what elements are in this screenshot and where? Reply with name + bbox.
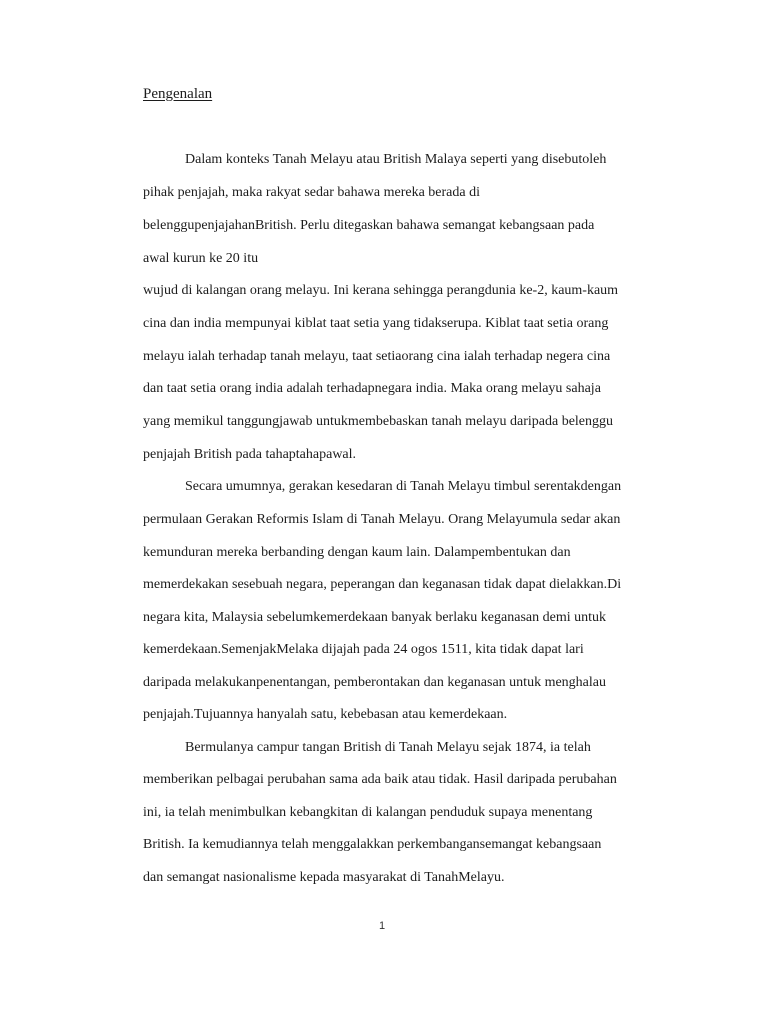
text-line: dan semangat nasionalisme kepada masyarakat di TanahMelayu. [143, 870, 505, 885]
text-line: dan taat setia orang india adalah terhadapnegara india. Maka orang melayu sahaja [143, 381, 601, 396]
text-line: ini, ia telah menimbulkan kebangkitan di kalangan penduduk supaya menentang [143, 805, 593, 820]
text-line: Secara umumnya, gerakan kesedaran di Tanah Melayu timbul serentakdengan [185, 479, 622, 494]
text-line: negara kita, Malaysia sebelumkemerdekaan banyak berlaku keganasan demi untuk [143, 610, 606, 625]
text-line: melayu ialah terhadap tanah melayu, taat setiaorang cina ialah terhadap negera cina [143, 349, 611, 364]
page-heading: Pengenalan [143, 86, 213, 102]
text-line: kemerdekaan.SemenjakMelaka dijajah pada 24 ogos 1511, kita tidak dapat lari [143, 642, 584, 657]
text-line: Dalam konteks Tanah Melayu atau British Malaya seperti yang disebutoleh [185, 152, 607, 167]
page-number: 1 [379, 920, 386, 932]
text-line: penjajah.Tujuannya hanyalah satu, kebebasan atau kemerdekaan. [143, 707, 508, 722]
text-line: wujud di kalangan orang melayu. Ini kerana sehingga perangdunia ke-2, kaum-kaum [143, 283, 619, 298]
text-line: pihak penjajah, maka rakyat sedar bahawa mereka berada di [143, 185, 480, 200]
text-line: memberikan pelbagai perubahan sama ada baik atau tidak. Hasil daripada perubahan [143, 772, 617, 787]
text-line: cina dan india mempunyai kiblat taat setia yang tidakserupa. Kiblat taat setia orang [143, 316, 609, 331]
text-line: Bermulanya campur tangan British di Tanah Melayu sejak 1874, ia telah [185, 740, 591, 755]
text-line: kemunduran mereka berbanding dengan kaum lain. Dalampembentukan dan [143, 545, 571, 560]
text-line: daripada melakukanpenentangan, pemberontakan dan keganasan untuk menghalau [143, 675, 606, 690]
text-line: awal kurun ke 20 itu [143, 251, 259, 266]
text-line: memerdekakan sesebuah negara, peperangan dan keganasan tidak dapat dielakkan.Di [143, 577, 622, 592]
text-line: penjajah British pada tahaptahapawal. [143, 447, 357, 462]
text-line: belenggupenjajahanBritish. Perlu ditegaskan bahawa semangat kebangsaan pada [143, 218, 595, 233]
text-line: permulaan Gerakan Reformis Islam di Tanah Melayu. Orang Melayumula sedar akan [143, 512, 621, 527]
text-line: British. Ia kemudiannya telah menggalakkan perkembangansemangat kebangsaan [143, 837, 602, 852]
text-line: yang memikul tanggungjawab untukmembebaskan tanah melayu daripada belenggu [143, 414, 614, 429]
